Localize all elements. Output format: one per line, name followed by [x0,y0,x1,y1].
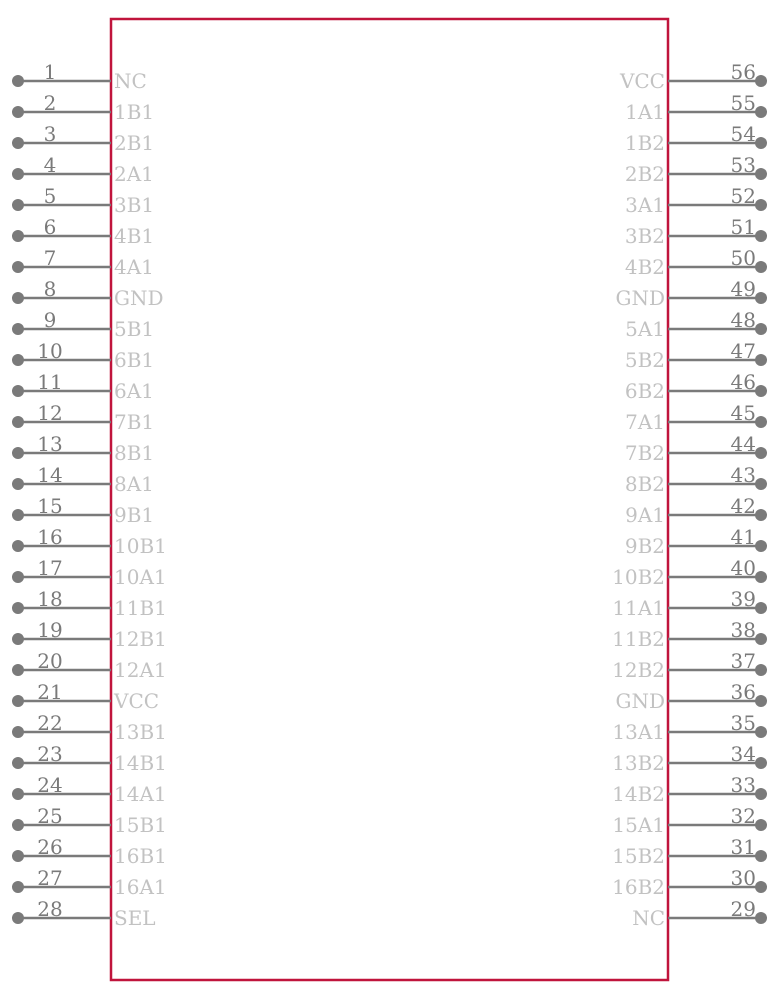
pin-40 [612,556,767,589]
pin-name-label: 14A1 [114,782,167,806]
pin-28 [12,897,156,930]
pin-number: 33 [730,773,756,797]
pin-endpoint-dot [12,292,24,304]
pin-endpoint-dot [12,106,24,118]
pin-endpoint-dot [12,416,24,428]
pin-name-label: 2B1 [114,131,155,155]
pin-endpoint-dot [755,726,767,738]
pin-endpoint-dot [12,881,24,893]
pin-29 [632,897,767,930]
pin-number: 29 [730,897,756,921]
pin-45 [625,401,767,434]
pin-name-label: 5B1 [114,317,155,341]
pin-name-label: 6B1 [114,348,155,372]
pin-endpoint-dot [12,137,24,149]
pin-endpoint-dot [755,106,767,118]
pin-47 [625,339,767,372]
pin-endpoint-dot [12,726,24,738]
pin-1 [12,60,147,93]
pin-number: 47 [730,339,756,363]
pin-name-label: 12A1 [114,658,167,682]
pin-number: 9 [43,308,57,332]
pin-name-label: 10B2 [612,565,665,589]
pin-44 [625,432,767,465]
pin-number: 35 [730,711,756,735]
pin-name-label: 11A1 [612,596,665,620]
pin-number: 56 [730,60,756,84]
pin-43 [625,463,767,496]
pin-12 [12,401,154,434]
pin-name-label: NC [632,906,665,930]
pin-name-label: 8A1 [114,472,154,496]
pin-endpoint-dot [12,230,24,242]
pin-number: 32 [730,804,756,828]
pin-endpoint-dot [755,168,767,180]
pin-number: 3 [43,122,57,146]
pin-number: 40 [730,556,756,580]
pin-endpoint-dot [755,788,767,800]
pin-name-label: 16B1 [114,844,167,868]
pin-7 [12,246,154,279]
pin-number: 12 [37,401,63,425]
pin-number: 13 [37,432,63,456]
pin-endpoint-dot [755,261,767,273]
pin-name-label: SEL [114,906,156,930]
pin-name-label: 5B2 [624,348,665,372]
pin-name-label: VCC [619,69,665,93]
pin-number: 2 [43,91,57,115]
pin-endpoint-dot [12,385,24,397]
pin-number: 52 [730,184,756,208]
pin-4 [12,153,154,186]
pin-16 [12,525,167,558]
pin-endpoint-dot [755,819,767,831]
pin-name-label: GND [615,286,665,310]
pin-22 [12,711,167,744]
pin-endpoint-dot [755,881,767,893]
pin-number: 34 [730,742,756,766]
pin-5 [12,184,154,217]
pin-number: 38 [730,618,756,642]
pin-name-label: GND [615,689,665,713]
pin-50 [625,246,767,279]
pin-endpoint-dot [755,292,767,304]
pin-endpoint-dot [12,168,24,180]
pin-name-label: 10B1 [114,534,167,558]
pin-endpoint-dot [12,199,24,211]
right-pin-group [612,60,767,930]
pin-endpoint-dot [12,540,24,552]
pin-endpoint-dot [12,323,24,335]
pin-name-label: 1B2 [624,131,665,155]
pin-endpoint-dot [755,447,767,459]
pin-endpoint-dot [755,199,767,211]
pin-endpoint-dot [12,633,24,645]
pin-endpoint-dot [755,540,767,552]
pin-17 [12,556,167,589]
pin-number: 22 [37,711,63,735]
pin-number: 26 [37,835,63,859]
pin-24 [12,773,167,806]
pin-endpoint-dot [12,571,24,583]
pin-name-label: 16B2 [612,875,665,899]
pin-name-label: 7B2 [624,441,665,465]
pin-number: 30 [730,866,756,890]
pin-56 [619,60,767,93]
pin-endpoint-dot [755,509,767,521]
pin-number: 43 [730,463,756,487]
pin-name-label: 3B2 [624,224,665,248]
pin-name-label: 7B1 [114,410,155,434]
pin-13 [12,432,154,465]
pin-name-label: 2B2 [624,162,665,186]
pin-name-label: 4B1 [114,224,155,248]
pin-endpoint-dot [12,912,24,924]
pin-18 [12,587,167,620]
pin-name-label: 12B2 [612,658,665,682]
pin-endpoint-dot [12,478,24,490]
pin-endpoint-dot [755,912,767,924]
pin-name-label: 13A1 [612,720,665,744]
pin-46 [625,370,767,403]
pin-number: 51 [730,215,756,239]
pin-name-label: 15A1 [612,813,665,837]
pin-37 [612,649,767,682]
pin-name-label: 11B1 [114,596,167,620]
pin-name-label: 8B1 [114,441,155,465]
pin-9 [12,308,154,341]
pin-number: 44 [730,432,756,456]
pin-endpoint-dot [755,75,767,87]
pin-endpoint-dot [12,819,24,831]
pin-11 [12,370,154,403]
pin-name-label: 6B2 [624,379,665,403]
pin-name-label: 13B1 [114,720,167,744]
pin-endpoint-dot [755,230,767,242]
pin-number: 18 [37,587,63,611]
pin-name-label: 13B2 [612,751,665,775]
pin-20 [12,649,167,682]
pin-name-label: 3A1 [625,193,665,217]
pin-endpoint-dot [12,509,24,521]
pin-number: 14 [37,463,63,487]
pin-38 [612,618,767,651]
pin-name-label: 16A1 [114,875,167,899]
pin-name-label: 3B1 [114,193,155,217]
pin-30 [612,866,767,899]
pin-26 [12,835,167,868]
pin-endpoint-dot [12,695,24,707]
pin-number: 39 [730,587,756,611]
pin-number: 54 [730,122,756,146]
pin-42 [625,494,767,527]
pin-31 [612,835,767,868]
pin-35 [612,711,767,744]
pin-endpoint-dot [755,695,767,707]
pin-34 [612,742,767,775]
pin-number: 16 [37,525,63,549]
pin-endpoint-dot [755,633,767,645]
pin-21 [12,680,159,713]
pin-name-label: 9A1 [625,503,665,527]
pin-number: 1 [43,60,57,84]
pin-name-label: 7A1 [625,410,665,434]
pin-number: 4 [43,153,57,177]
pin-endpoint-dot [12,261,24,273]
pin-endpoint-dot [755,664,767,676]
pin-number: 25 [37,804,63,828]
pin-15 [12,494,154,527]
pin-name-label: GND [114,286,164,310]
pin-number: 8 [43,277,57,301]
pin-3 [12,122,154,155]
pin-name-label: 15B1 [114,813,167,837]
pin-endpoint-dot [755,478,767,490]
pin-54 [625,122,767,155]
pin-36 [615,680,767,713]
pin-endpoint-dot [755,571,767,583]
pin-number: 28 [37,897,63,921]
pin-name-label: 6A1 [114,379,154,403]
pin-endpoint-dot [12,602,24,614]
pin-endpoint-dot [12,788,24,800]
pin-name-label: 14B2 [612,782,665,806]
pin-endpoint-dot [755,757,767,769]
pin-48 [625,308,767,341]
pin-number: 23 [37,742,63,766]
pin-name-label: VCC [114,689,160,713]
pin-name-label: 1A1 [625,100,665,124]
pin-number: 10 [37,339,63,363]
pin-name-label: NC [114,69,147,93]
pin-number: 42 [730,494,756,518]
left-pin-group [12,60,167,930]
ic-body-outline [111,19,668,980]
pin-number: 27 [37,866,63,890]
pin-number: 17 [37,556,63,580]
pin-endpoint-dot [12,447,24,459]
pin-number: 5 [43,184,57,208]
pin-number: 19 [37,618,63,642]
pin-53 [625,153,767,186]
pin-number: 50 [730,246,756,270]
pin-33 [612,773,767,806]
pin-number: 20 [37,649,63,673]
pin-55 [625,91,767,124]
pin-name-label: 12B1 [114,627,167,651]
pin-number: 48 [730,308,756,332]
pin-number: 53 [730,153,756,177]
pin-number: 7 [43,246,57,270]
pin-49 [615,277,767,310]
pin-51 [625,215,767,248]
pin-endpoint-dot [12,664,24,676]
pin-39 [612,587,767,620]
pin-23 [12,742,167,775]
pin-number: 6 [43,215,57,239]
pin-2 [12,91,154,124]
pin-number: 55 [730,91,756,115]
pin-name-label: 4B2 [624,255,665,279]
pin-endpoint-dot [12,850,24,862]
pin-27 [12,866,167,899]
pin-name-label: 15B2 [612,844,665,868]
pin-name-label: 1B1 [114,100,155,124]
pin-number: 15 [37,494,63,518]
pin-endpoint-dot [12,354,24,366]
pin-name-label: 10A1 [114,565,167,589]
pin-endpoint-dot [755,323,767,335]
pin-endpoint-dot [755,137,767,149]
pin-number: 21 [37,680,63,704]
pin-10 [12,339,154,372]
pin-name-label: 4A1 [114,255,154,279]
pin-endpoint-dot [12,757,24,769]
pin-number: 11 [37,370,63,394]
pin-endpoint-dot [755,850,767,862]
pin-25 [12,804,167,837]
pin-32 [612,804,767,837]
pin-endpoint-dot [755,416,767,428]
pin-19 [12,618,167,651]
pin-name-label: 5A1 [625,317,665,341]
pin-endpoint-dot [755,602,767,614]
pin-endpoint-dot [755,385,767,397]
pin-number: 36 [730,680,756,704]
pin-name-label: 2A1 [114,162,154,186]
pin-name-label: 8B2 [624,472,665,496]
pin-name-label: 9B2 [624,534,665,558]
pin-name-label: 11B2 [612,627,665,651]
pin-number: 31 [730,835,756,859]
pin-endpoint-dot [12,75,24,87]
pin-name-label: 9B1 [114,503,155,527]
pin-8 [12,277,164,310]
pin-number: 24 [37,773,63,797]
pin-endpoint-dot [755,354,767,366]
pin-number: 37 [730,649,756,673]
pin-52 [625,184,767,217]
pin-number: 45 [730,401,756,425]
pin-6 [12,215,154,248]
pin-14 [12,463,154,496]
pin-number: 41 [730,525,756,549]
pin-number: 46 [730,370,756,394]
pin-name-label: 14B1 [114,751,167,775]
pin-41 [625,525,767,558]
pin-number: 49 [730,277,756,301]
